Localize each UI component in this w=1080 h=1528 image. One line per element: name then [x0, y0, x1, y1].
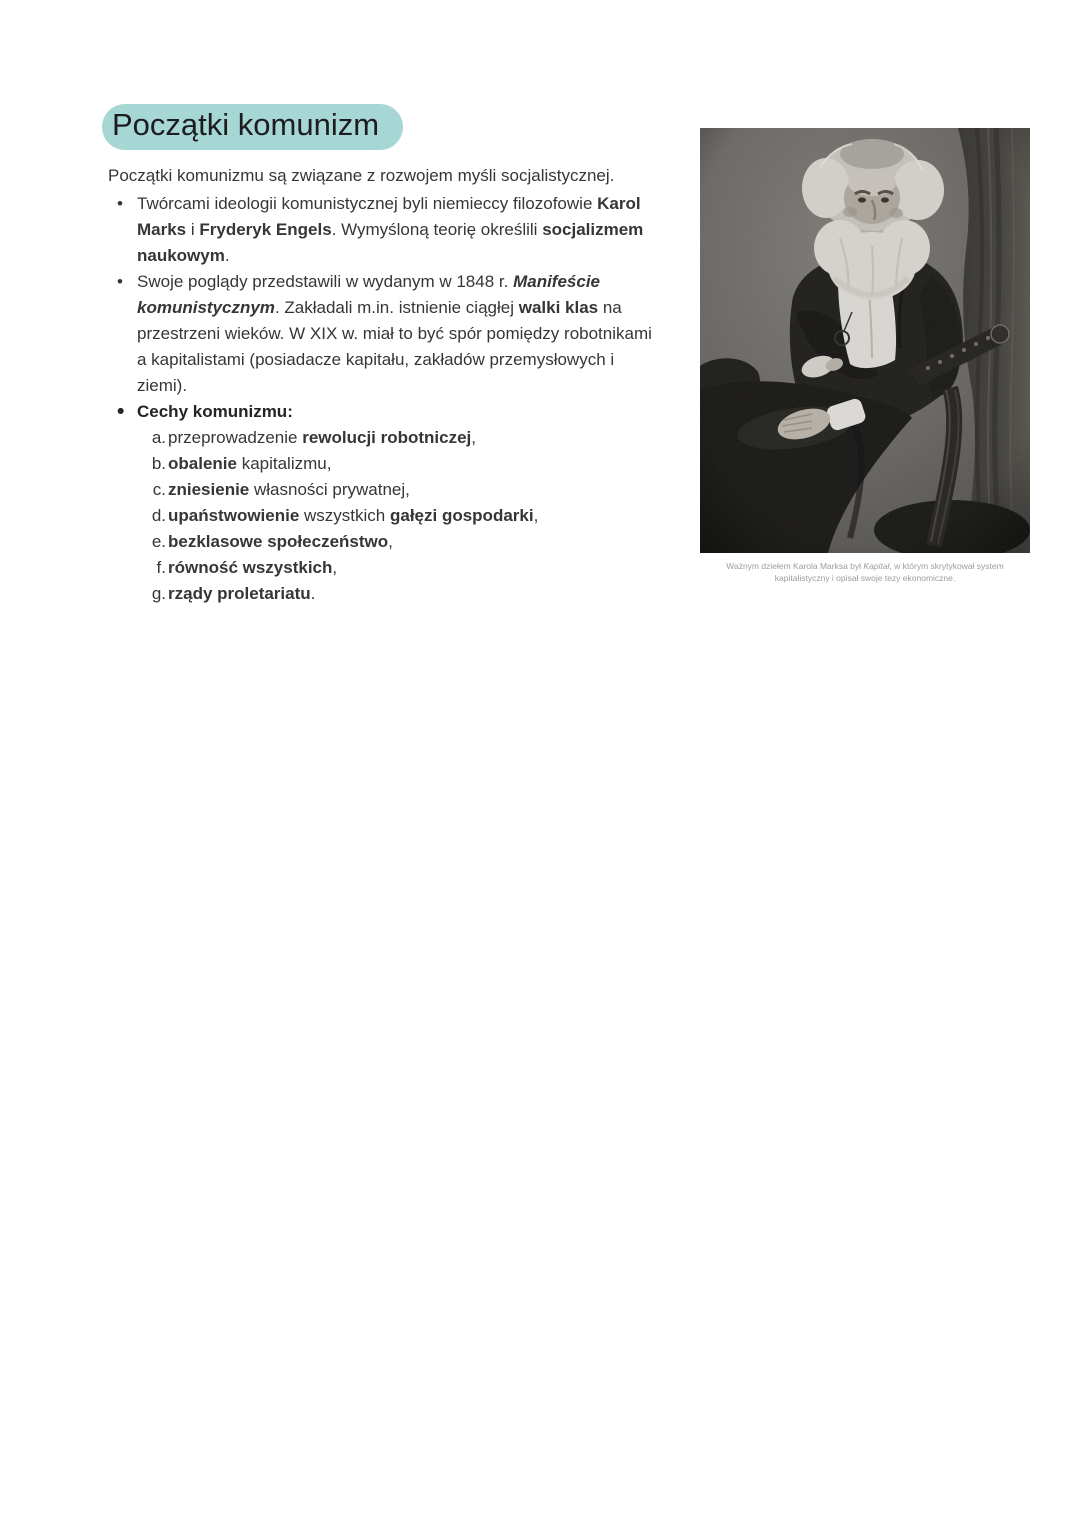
page-title-row — [108, 104, 664, 150]
feature-text: bezklasowe społeczeństwo, — [168, 531, 393, 551]
feature-text: przeprowadzenie rewolucji robotniczej, — [168, 427, 477, 447]
features-list — [108, 425, 664, 607]
karl-marx-photo — [700, 128, 1030, 553]
photo-caption: Ważnym dziełem Karola Marksa był Kapitał, w którym skrytykował system kapitalistyczny i opisał swoje tezy ekonomiczne. — [726, 561, 1004, 583]
bullet-text: Swoje poglądy przedstawili w wydanym w 1848 r. Manifeście komunistycznym. Zakładali m.in. istnienie ciągłej walki klas na przestrzeni wieków. W XIX w. miał to być spór pomiędzy robotnikami a kapitalistami (posiadacze kapitału, zakładów przemysłowych i ziemi). — [137, 271, 652, 395]
bullet-text: Twórcami ideologii komunistycznej byli niemieccy filozofowie Karol Marks i Fryderyk Engels. Wymyśloną teorię określili socjalizmem naukowym. — [137, 193, 644, 265]
page-title: Początki komunizm — [102, 104, 403, 150]
feature-text: upaństwowienie wszystkich gałęzi gospodarki, — [168, 505, 539, 525]
features-heading-item — [108, 399, 664, 425]
feature-item — [108, 503, 664, 529]
feature-item — [108, 451, 664, 477]
bullet-item — [108, 191, 664, 269]
feature-text: zniesienie własności prywatnej, — [168, 479, 410, 499]
feature-text: rządy proletariatu. — [168, 583, 316, 603]
feature-item — [108, 425, 664, 451]
bullet-item — [108, 269, 664, 399]
bullet-dot: • — [117, 193, 123, 213]
bullet-dot: • — [117, 271, 123, 291]
feature-label: b. — [151, 453, 166, 473]
vignette — [700, 128, 1030, 553]
feature-item — [108, 555, 664, 581]
features-heading: Cechy komunizmu: — [137, 401, 293, 421]
feature-label: c. — [152, 479, 166, 499]
feature-text: obalenie kapitalizmu, — [168, 453, 332, 473]
bullet-dot: • — [117, 399, 125, 423]
feature-item — [108, 529, 664, 555]
feature-item — [108, 477, 664, 503]
feature-label: f. — [156, 557, 166, 577]
text-column — [108, 104, 664, 607]
feature-label: e. — [151, 531, 166, 551]
feature-text: równość wszystkich, — [168, 557, 338, 577]
features-block — [108, 399, 664, 425]
marx-figure — [700, 128, 1030, 584]
bullet-list — [108, 191, 664, 399]
feature-label: a. — [151, 427, 166, 447]
feature-label: g. — [151, 583, 166, 603]
feature-item — [108, 581, 664, 607]
feature-label: d. — [151, 505, 166, 525]
intro-paragraph: Początki komunizmu są związane z rozwojem myśli socjalistycznej. — [108, 165, 615, 185]
